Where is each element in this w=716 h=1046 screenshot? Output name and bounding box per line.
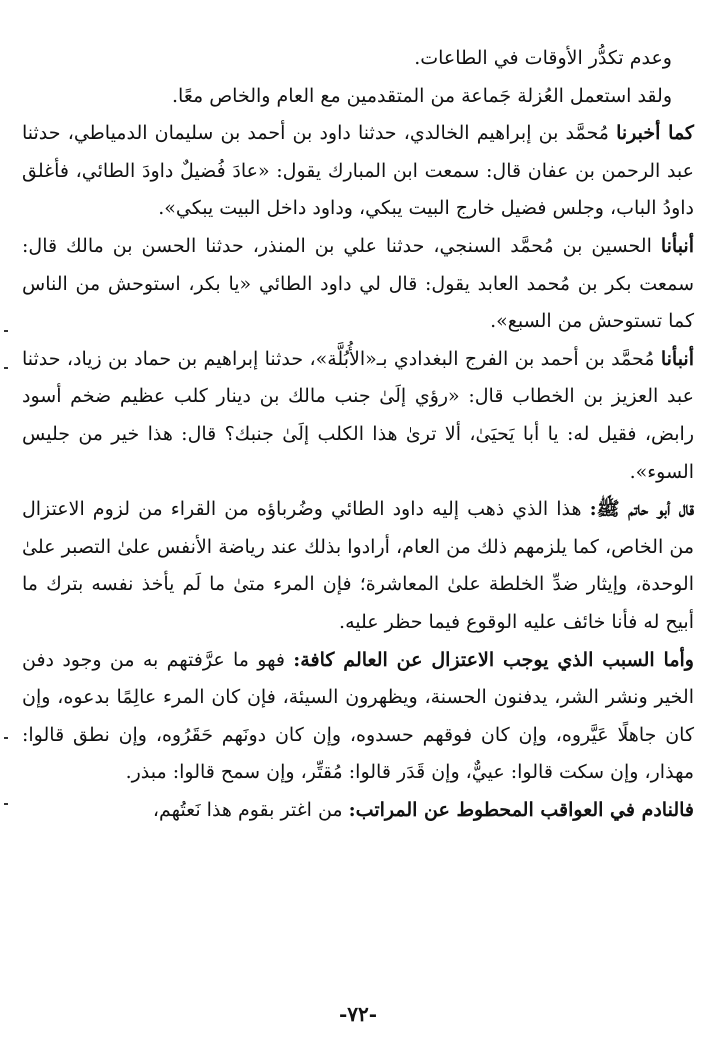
paragraph [22, 341, 694, 491]
paragraph [22, 115, 694, 228]
paragraph-text: وعدم تكدُّر الأوقات في الطاعات. [414, 47, 672, 69]
paragraph-text: مُحمَّد بن أحمد بن الفرج البغدادي بـ«الأُبُلَّة»، حدثنا إبراهيم بن حماد بن زياد، حدثنا عبد العزيز بن الخطاب قال: «رؤي إلَىٰ جنب مالك بن دينار كلب عظيم ضخم أسود رابض، فقيل له: يا أبا يَحيَىٰ، ألا ترىٰ هذا الكلب إلَىٰ جنبك؟ قال: هذا خير من جليس السوء». [22, 347, 694, 483]
body-text [22, 40, 694, 829]
paragraph-lead: أنبأنا [660, 347, 694, 370]
paragraph [22, 792, 694, 830]
paragraph-lead: كما أخبرنا [616, 122, 694, 145]
paragraph-lead: أنبأنا [660, 234, 694, 257]
paragraph-text: الحسين بن مُحمَّد السنجي، حدثنا علي بن المنذر، حدثنا الحسن بن مالك قال: سمعت بكر بن مُحمد العابد يقول: قال لي داود الطائي «يا بكر، استوحش من الناس كما تستوحش من السبع». [22, 234, 694, 333]
page-number: -٧٢- [338, 1002, 378, 1026]
paragraph [22, 40, 694, 78]
paragraph-text: مُحمَّد بن إبراهيم الخالدي، حدثنا داود بن أحمد بن سليمان الدمياطي، حدثنا عبد الرحمن بن عفان قال: سمعت ابن المبارك يقول: «عادَ فُضيلٌ داودَ الطائي، فأغلق داودُ الباب، وجلس فضيل خارج البيت يبكي، وداود داخل البيت يبكي». [22, 122, 694, 220]
paragraph [22, 491, 694, 641]
paragraph [22, 228, 694, 341]
margin-mark [4, 803, 8, 805]
paragraph [22, 78, 694, 116]
paragraph-text: فهو ما عرَّفتهم به من وجود دفن الخير ونشر الشر، يدفنون الحسنة، ويظهرون السيئة، فإن كان المرء عالِمًا بدعوه، وإن كان جاهلًا عَيَّروه، وإن كان فوقهم حسدوه، وإن كان دونَهم حَقَرُوه، وإن نطق قالوا: مهذار، وإن سكت قالوا: عييٌّ، وإن قَدَر قالوا: مُقتِّر، وإن سمح قالوا: مبذر. [22, 648, 694, 784]
margin-mark [4, 367, 8, 369]
paragraph-text: من اغتر بقوم هذا نَعتُهم، [152, 798, 349, 821]
paragraph-text: هذا الذي ذهب إليه داود الطائي وضُرباؤه من القراء من لزوم الاعتزال من الخاص، كما يلزمهم ذلك من العام، أرادوا بذلك عند رياضة الأنفس علىٰ التصبر علىٰ الوحدة، وإيثار ضدِّ الخلطة علىٰ المعاشرة؛ فإن المرء متىٰ ما لَم يأخذ نفسه بترك ما أبيح له فأنا خائف عليه الوقوع فيما حظر عليه. [22, 498, 694, 633]
paragraph-lead: قال أبو حاتم ﷺ: [589, 498, 694, 521]
paragraph [22, 642, 694, 792]
margin-mark [4, 330, 8, 332]
paragraph-text: ولقد استعمل العُزلة جَماعة من المتقدمين مع العام والخاص معًا. [171, 84, 672, 107]
paragraph-lead: فالنادم في العواقب المحطوط عن المراتب: [348, 798, 694, 821]
margin-mark [4, 737, 8, 739]
paragraph-lead: وأما السبب الذي يوجب الاعتزال عن العالم كافة: [293, 648, 694, 671]
